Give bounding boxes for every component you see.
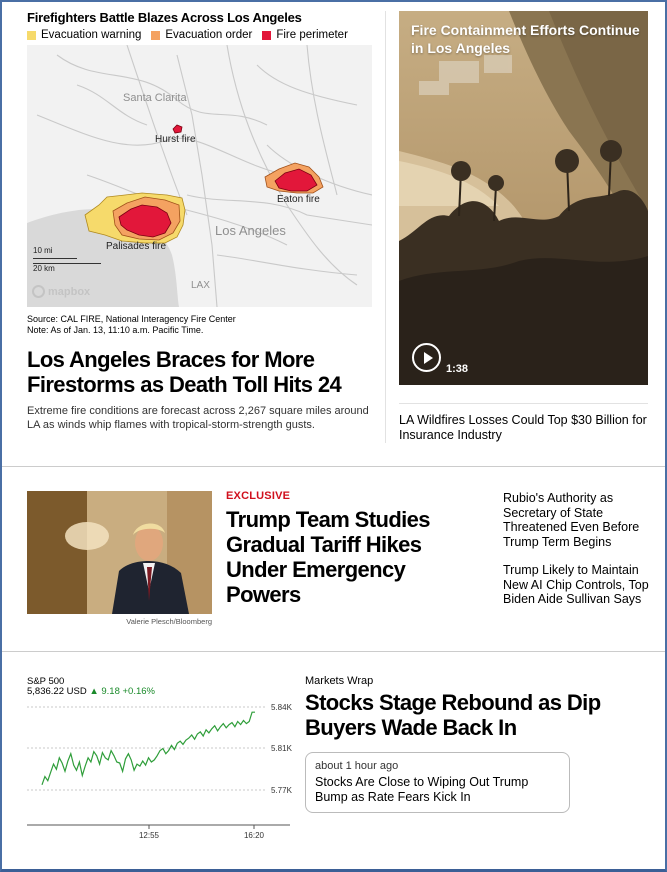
map-source-note	[27, 314, 236, 336]
fire-label-eaton: Eaton fire	[277, 194, 320, 205]
section-divider	[2, 651, 665, 652]
play-icon[interactable]	[412, 343, 441, 372]
index-change: ▲ 9.18 +0.16%	[89, 686, 155, 697]
stocks-headline[interactable]: Stocks Stage Rebound as Dip Buyers Wade Back In	[305, 690, 601, 740]
live-update-text: Stocks Are Close to Wiping Out Trump Bump as Rate Fears Kick In	[315, 775, 529, 804]
lead-headline[interactable]: Los Angeles Braces for More Firestorms as Death Toll Hits 24	[27, 347, 342, 397]
index-quote	[27, 686, 155, 697]
story-photo[interactable]	[27, 491, 212, 614]
live-update-card[interactable]	[305, 752, 570, 813]
chart-y-tick: 5.77K	[271, 786, 292, 795]
markets-wrap-kicker: Markets Wrap	[305, 675, 374, 687]
mapbox-icon	[32, 285, 45, 298]
map-graphic	[27, 45, 372, 307]
mapbox-label: mapbox	[48, 285, 91, 298]
index-price: 5,836.22 USD	[27, 686, 87, 697]
legend-evacuation-warning	[27, 29, 141, 41]
legend-swatch	[27, 31, 36, 40]
chart-x-tick: 12:55	[138, 831, 160, 840]
exclusive-kicker: EXCLUSIVE	[226, 490, 291, 502]
index-name: S&P 500	[27, 676, 65, 687]
side-headline-insurance[interactable]: LA Wildfires Losses Could Top $30 Billion for Insurance Industry	[399, 413, 647, 442]
video-title: Fire Containment Efforts Continue in Los Angeles	[411, 22, 640, 56]
map-legend	[27, 29, 348, 41]
side-divider	[399, 403, 648, 404]
side-headline-ai-chip[interactable]: Trump Likely to Maintain New AI Chip Controls, Top Biden Aide Sullivan Says	[503, 563, 649, 606]
legend-evacuation-order	[151, 29, 252, 41]
index-change-value: 9.18 +0.16%	[101, 686, 155, 697]
side-story-list	[503, 491, 653, 621]
column-divider	[385, 11, 386, 443]
scale-miles: 10 mi	[33, 246, 53, 255]
chart-x-tick: 16:20	[243, 831, 265, 840]
legend-label: Fire perimeter	[276, 29, 348, 41]
live-update-time: about 1 hour ago	[315, 760, 399, 772]
photo-credit: Valerie Plesch/Bloomberg	[126, 617, 212, 626]
city-label-santa-clarita: Santa Clarita	[123, 92, 187, 104]
tariff-headline[interactable]: Trump Team Studies Gradual Tariff Hikes Under Emergency Powers	[226, 507, 430, 607]
map-title: Firefighters Battle Blazes Across Los Angeles	[27, 10, 302, 25]
side-headline-rubio[interactable]: Rubio's Authority as Secretary of State Threatened Even Before Trump Term Begins	[503, 491, 640, 549]
legend-label: Evacuation warning	[41, 29, 142, 41]
scale-km: 20 km	[33, 264, 55, 273]
mapbox-logo[interactable]	[32, 285, 90, 298]
fire-label-hurst: Hurst fire	[155, 134, 196, 145]
city-label-los-angeles: Los Angeles	[215, 223, 286, 238]
legend-swatch	[262, 31, 271, 40]
city-label-lax: LAX	[191, 280, 210, 291]
legend-label: Evacuation order	[165, 29, 253, 41]
video-thumbnail	[399, 11, 648, 385]
map-source: Source: CAL FIRE, National Interagency Fire Center	[27, 314, 236, 324]
chart-y-tick: 5.81K	[271, 744, 292, 753]
lead-summary: Extreme fire conditions are forecast across 2,267 square miles around LA as winds whip flames with tropical-storm-strength gusts.	[27, 405, 369, 431]
map-note: Note: As of Jan. 13, 11:10 a.m. Pacific Time.	[27, 325, 204, 335]
video-card[interactable]	[399, 11, 648, 385]
scale-bar-miles	[33, 258, 77, 259]
photo-graphic	[27, 491, 212, 614]
legend-swatch	[151, 31, 160, 40]
legend-fire-perimeter	[262, 29, 348, 41]
video-duration: 1:38	[446, 363, 469, 375]
scale-bar-km	[33, 263, 101, 264]
fire-map[interactable]	[27, 45, 372, 307]
section-divider	[2, 466, 665, 467]
fire-label-palisades: Palisades fire	[106, 241, 167, 252]
chart-y-tick: 5.84K	[271, 703, 292, 712]
